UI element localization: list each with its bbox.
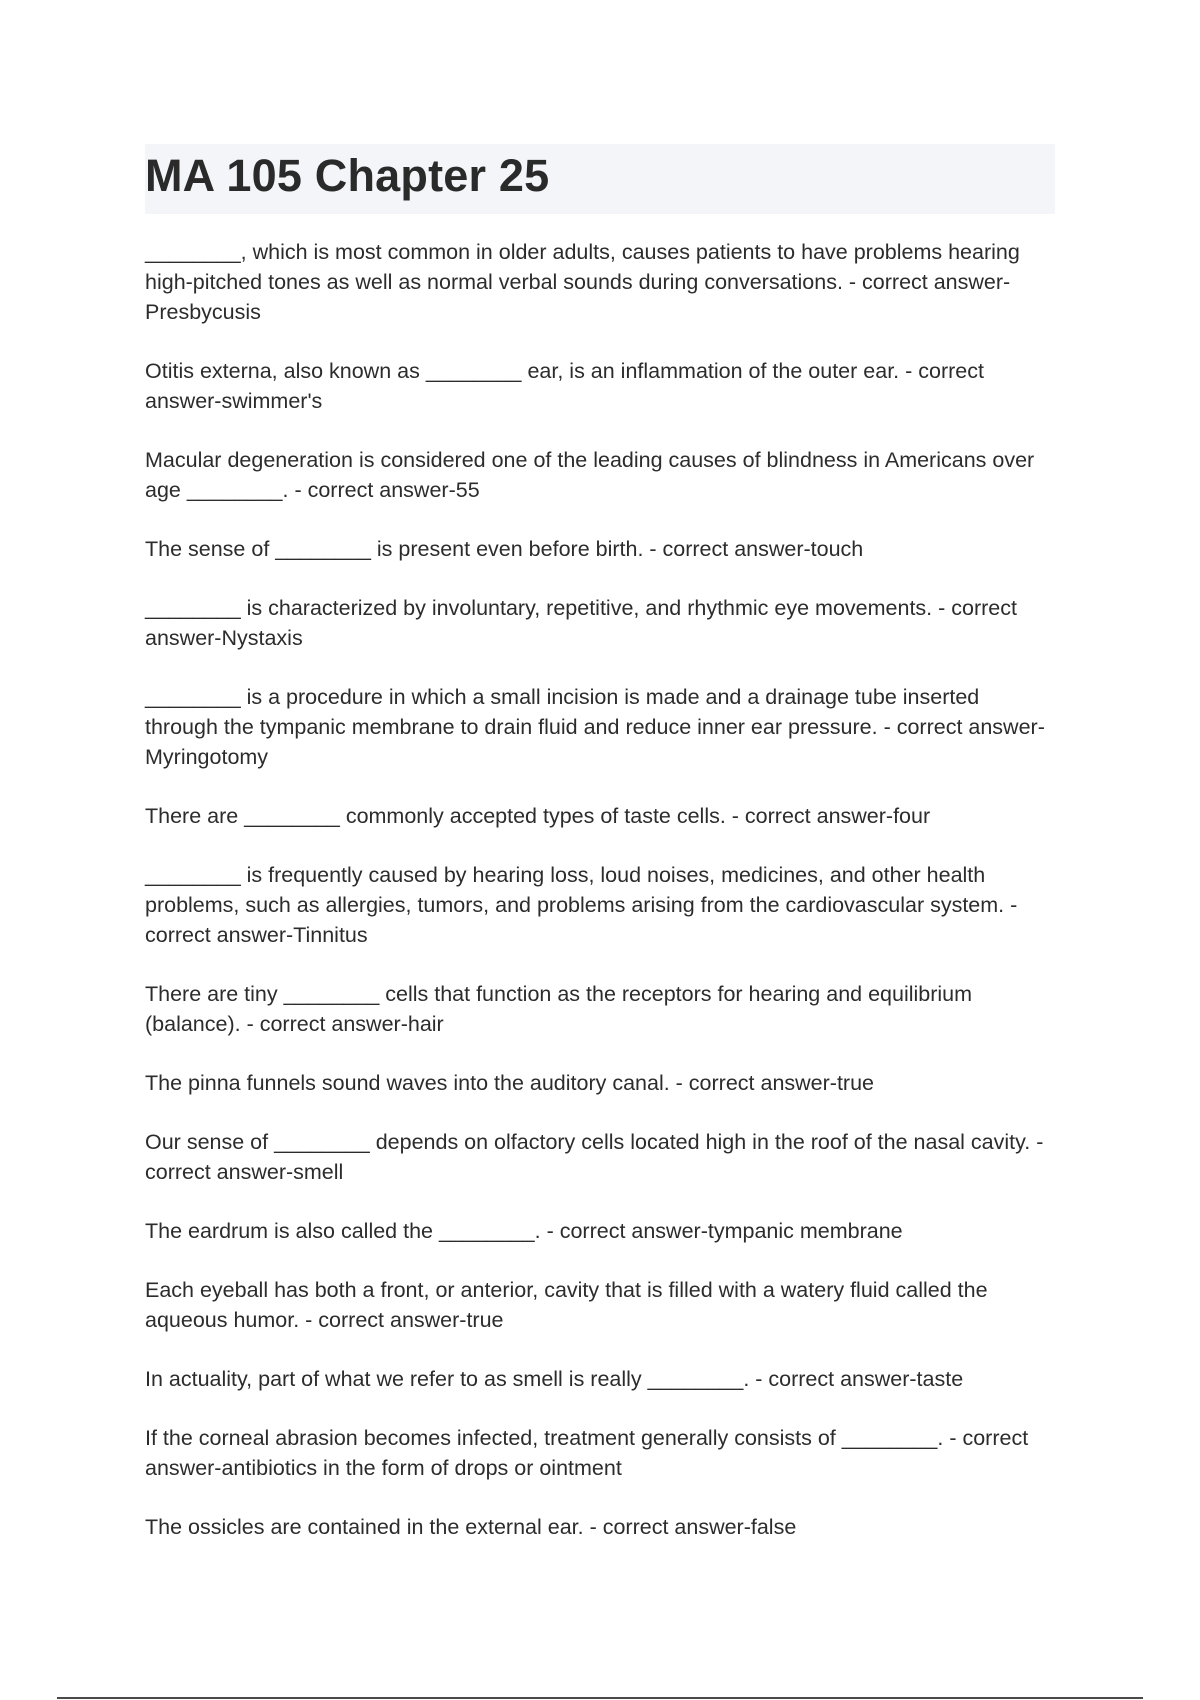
question-item: ________, which is most common in older adults, causes patients to have problems hearing high-pitched tones as well as normal verbal sounds during conversations. - correct answer-Presbycusis	[145, 240, 1020, 324]
question-item: The pinna funnels sound waves into the auditory canal. - correct answer-true	[145, 1071, 875, 1095]
question-item: Each eyeball has both a front, or anterior, cavity that is filled with a watery fluid called the aqueous humor. - correct answer-true	[145, 1278, 988, 1332]
question-item: The eardrum is also called the ________. - correct answer-tympanic membrane	[145, 1219, 903, 1243]
question-item: The ossicles are contained in the external ear. - correct answer-false	[145, 1515, 797, 1539]
question-item: The sense of ________ is present even before birth. - correct answer-touch	[145, 537, 864, 561]
question-item: There are ________ commonly accepted types of taste cells. - correct answer-four	[145, 804, 931, 828]
footer-divider	[57, 1697, 1143, 1699]
question-item: If the corneal abrasion becomes infected, treatment generally consists of ________. - correct answer-antibiotics in the form of drops or ointment	[145, 1426, 1029, 1480]
question-item: Otitis externa, also known as ________ ear, is an inflammation of the outer ear. - correct answer-swimmer's	[145, 359, 984, 413]
question-list	[145, 237, 1055, 1571]
question-item: ________ is a procedure in which a small incision is made and a drainage tube inserted through the tympanic membrane to drain fluid and reduce inner ear pressure. - correct answer-Myringotomy	[145, 685, 1045, 769]
question-item: In actuality, part of what we refer to as smell is really ________. - correct answer-taste	[145, 1367, 964, 1391]
question-item: Our sense of ________ depends on olfactory cells located high in the roof of the nasal cavity. - correct answer-smell	[145, 1130, 1044, 1184]
question-item: Macular degeneration is considered one of the leading causes of blindness in Americans over age ________. - correct answer-55	[145, 448, 1035, 502]
question-item: There are tiny ________ cells that function as the receptors for hearing and equilibrium (balance). - correct answer-hair	[145, 982, 973, 1036]
page-title: MA 105 Chapter 25	[145, 150, 550, 201]
question-item: ________ is frequently caused by hearing loss, loud noises, medicines, and other health problems, such as allergies, tumors, and problems arising from the cardiovascular system. - correct answer-Tinnitus	[145, 863, 1018, 947]
question-item: ________ is characterized by involuntary, repetitive, and rhythmic eye movements. - correct answer-Nystaxis	[145, 596, 1017, 650]
